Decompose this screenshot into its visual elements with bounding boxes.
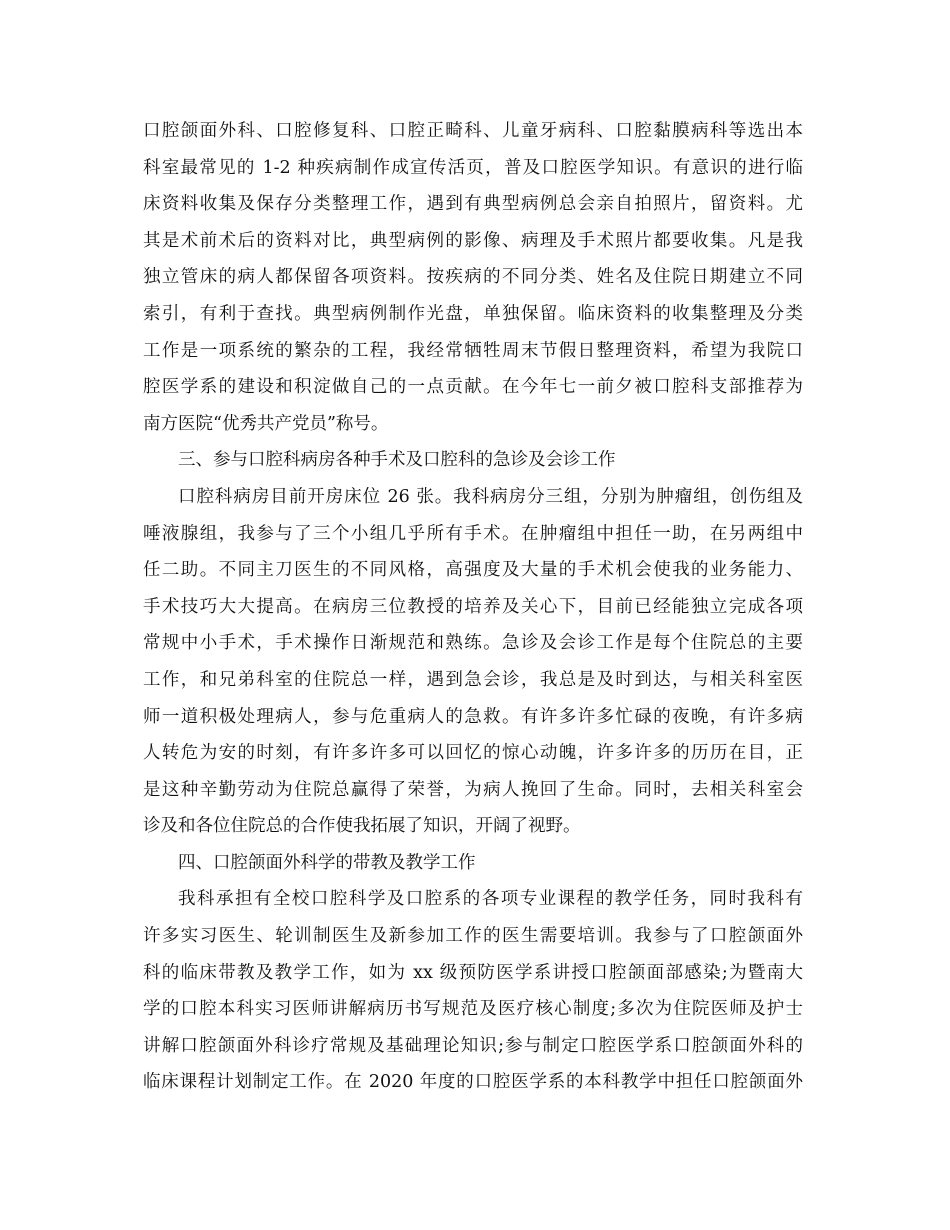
- section-heading: [143, 845, 803, 882]
- text-line: 常规中小手术，手术操作日渐规范和熟练。急诊及会诊工作是每个住院总的主要: [143, 633, 803, 654]
- text-line: 工作，和兄弟科室的住院总一样，遇到急会诊，我总是及时到达，与相关科室医: [143, 669, 803, 690]
- text-line: 是这种辛勤劳动为住院总赢得了荣誉，为病人挽回了生命。同时，去相关科室会: [143, 779, 803, 800]
- text-line: 许多实习医生、轮训制医生及新参加工作的医生需要培训。我参与了口腔颌面外: [143, 926, 803, 947]
- text-line: 学的口腔本科实习医师讲解病历书写规范及医疗核心制度;多次为住院医师及护士: [143, 999, 803, 1020]
- text-line: 临床课程计划制定工作。在 2020 年度的口腔医学系的本科教学中担任口腔颌面外: [143, 1072, 803, 1093]
- text-line: 我科承担有全校口腔科学及口腔系的各项专业课程的教学任务，同时我科有: [178, 889, 803, 910]
- text-line: 讲解口腔颌面外科诊疗常规及基础理论知识;参与制定口腔医学系口腔颌面外科的: [143, 1035, 803, 1056]
- text-line: 工作是一项系统的繁杂的工程，我经常牺牲周末节假日整理资料，希望为我院口: [143, 340, 803, 361]
- text-line: 任二助。不同主刀医生的不同风格，高强度及大量的手术机会使我的业务能力、: [143, 560, 803, 581]
- body-paragraph: [143, 881, 803, 1101]
- document-page: [143, 113, 803, 1101]
- text-line: 口腔科病房目前开房床位 26 张。我科病房分三组，分别为肿瘤组，创伤组及: [178, 486, 803, 507]
- text-line: 索引，有利于查找。典型病例制作光盘，单独保留。临床资料的收集整理及分类: [143, 303, 803, 324]
- text-line: 腔医学系的建设和积淀做自己的一点贡献。在今年七一前夕被口腔科支部推荐为: [143, 377, 803, 398]
- text-line: 手术技巧大大提高。在病房三位教授的培养及关心下，目前已经能独立完成各项: [143, 596, 803, 617]
- text-line: 科的临床带教及教学工作，如为 xx 级预防医学系讲授口腔颌面部感染;为暨南大: [143, 962, 803, 983]
- text-line: 口腔颌面外科、口腔修复科、口腔正畸科、儿童牙病科、口腔黏膜病科等选出本: [143, 121, 803, 141]
- text-line: 科室最常见的 1-2 种疾病制作成宣传活页，普及口腔医学知识。有意识的进行临: [143, 157, 803, 178]
- body-paragraph: [143, 113, 803, 442]
- text-line: 独立管床的病人都保留各项资料。按疾病的不同分类、姓名及住院日期建立不同: [143, 267, 803, 288]
- text-line: 三、参与口腔科病房各种手术及口腔科的急诊及会诊工作: [178, 450, 616, 471]
- text-line: 诊及和各位住院总的合作使我拓展了知识，开阔了视野。: [143, 816, 581, 837]
- text-line: 其是术前术后的资料对比，典型病例的影像、病理及手术照片都要收集。凡是我: [143, 230, 803, 251]
- text-line: 四、口腔颌面外科学的带教及教学工作: [178, 852, 476, 873]
- text-line: 南方医院“优秀共产党员”称号。: [143, 413, 389, 434]
- text-line: 师一道积极处理病人，参与危重病人的急救。有许多许多忙碌的夜晚，有许多病: [143, 706, 803, 727]
- text-line: 唾液腺组，我参与了三个小组几乎所有手术。在肿瘤组中担任一助，在另两组中: [143, 523, 803, 544]
- text-line: 床资料收集及保存分类整理工作，遇到有典型病例总会亲自拍照片，留资料。尤: [143, 194, 803, 215]
- text-line: 人转危为安的时刻，有许多许多可以回忆的惊心动魄，许多许多的历历在目，正: [143, 743, 803, 764]
- section-heading: [143, 442, 803, 479]
- body-paragraph: [143, 479, 803, 845]
